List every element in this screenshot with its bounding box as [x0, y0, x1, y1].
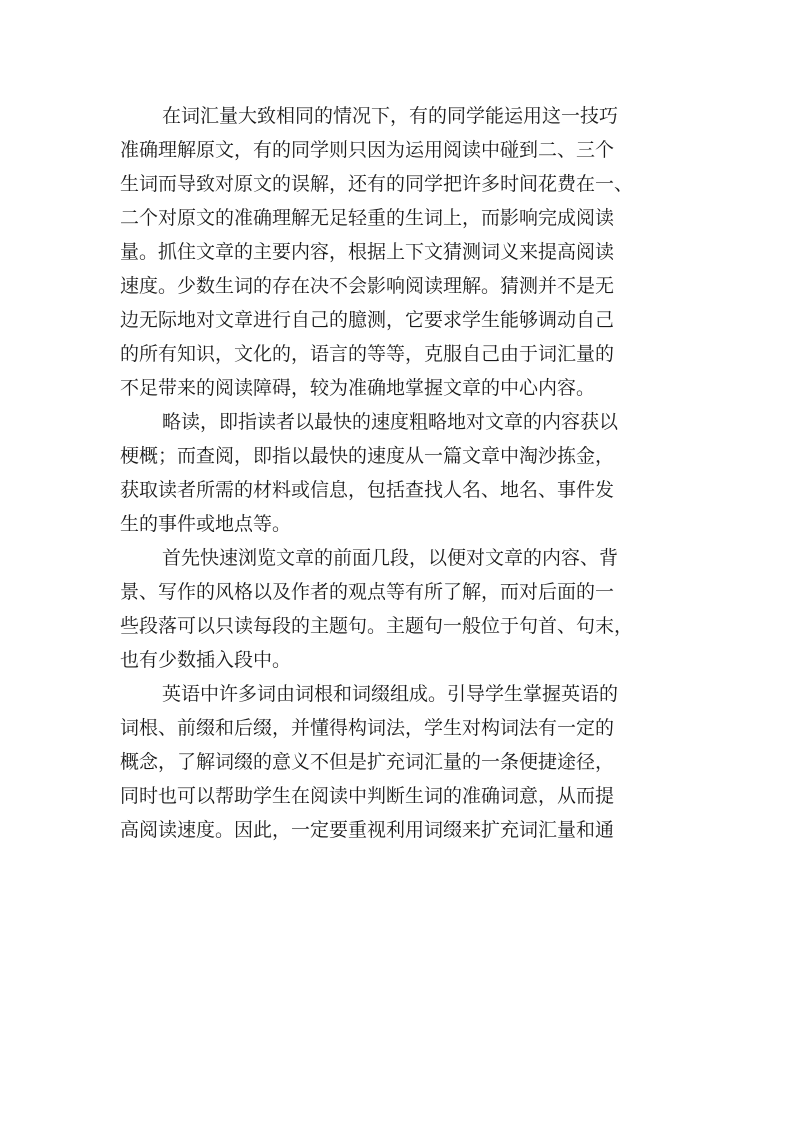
- paragraph-line: 在词汇量大致相同的情况下，有的同学能运用这一技巧: [162, 105, 619, 127]
- paragraph-line: 概念，了解词缀的意义不但是扩充词汇量的一条便捷途径，: [120, 751, 615, 773]
- paragraph-line: 边无际地对文章进行自己的臆测，它要求学生能够调动自己: [120, 309, 615, 331]
- document-body: [120, 99, 680, 847]
- paragraph-line: 生词而导致对原文的误解，还有的同学把许多时间花费在一、: [120, 173, 634, 195]
- paragraph-line: 准确理解原文，有的同学则只因为运用阅读中碰到二、三个: [120, 139, 615, 161]
- paragraph-line: 英语中许多词由词根和词缀组成。引导学生掌握英语的: [162, 683, 619, 705]
- paragraph-line: 首先快速浏览文章的前面几段，以便对文章的内容、背: [162, 547, 619, 569]
- paragraph-line: 同时也可以帮助学生在阅读中判断生词的准确词意，从而提: [120, 785, 615, 807]
- paragraph-line: 二个对原文的准确理解无足轻重的生词上，而影响完成阅读: [120, 207, 615, 229]
- paragraph-line: 的所有知识，文化的，语言的等等，克服自己由于词汇量的: [120, 343, 615, 365]
- paragraph-line: 梗概；而查阅，即指以最快的速度从一篇文章中淘沙拣金，: [120, 445, 615, 467]
- paragraph-line: 速度。少数生词的存在决不会影响阅读理解。猜测并不是无: [120, 275, 615, 297]
- paragraph-line: 景、写作的风格以及作者的观点等有所了解，而对后面的一: [120, 581, 615, 603]
- paragraph-line: 量。抓住文章的主要内容，根据上下文猜测词义来提高阅读: [120, 241, 615, 263]
- paragraph-line: 获取读者所需的材料或信息，包括查找人名、地名、事件发: [120, 479, 615, 501]
- paragraph-line: 略读，即指读者以最快的速度粗略地对文章的内容获以: [162, 411, 619, 433]
- paragraph-line: 高阅读速度。因此，一定要重视利用词缀来扩充词汇量和通: [120, 819, 615, 841]
- paragraph-line: 生的事件或地点等。: [120, 513, 292, 535]
- paragraph-line: 不足带来的阅读障碍，较为准确地掌握文章的中心内容。: [120, 377, 596, 399]
- paragraph-line: 些段落可以只读每段的主题句。主题句一般位于句首、句末，: [120, 615, 634, 637]
- paragraph-line: 也有少数插入段中。: [120, 649, 292, 671]
- paragraph-line: 词根、前缀和后缀，并懂得构词法，学生对构词法有一定的: [120, 717, 615, 739]
